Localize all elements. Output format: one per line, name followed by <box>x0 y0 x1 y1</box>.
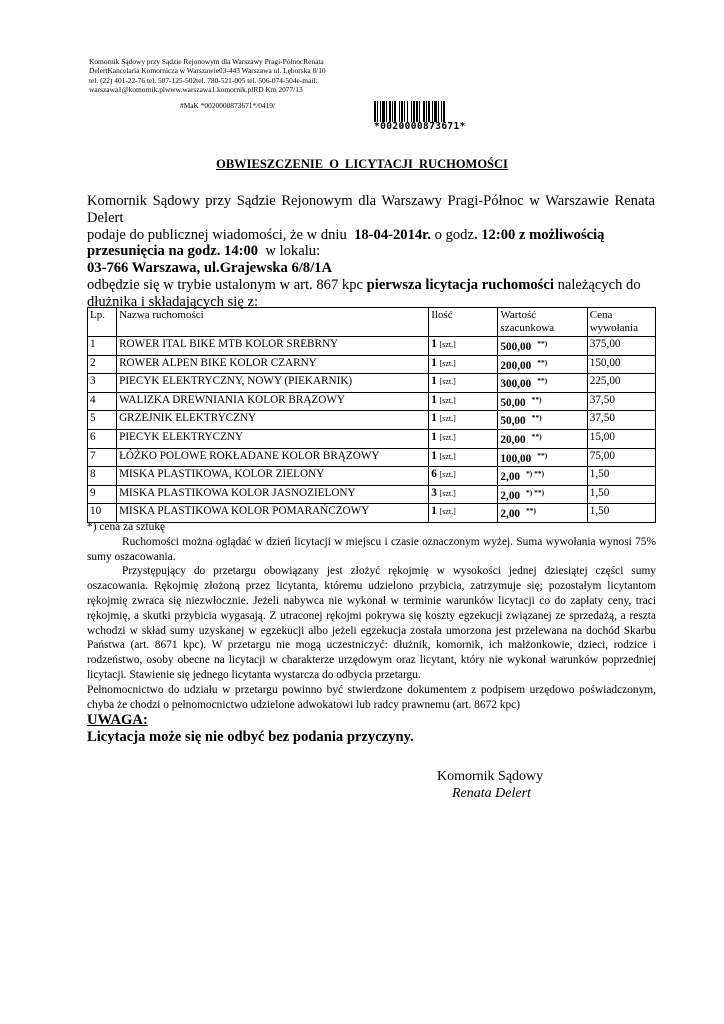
col-name: Nazwa ruchomości <box>117 308 429 337</box>
notice-body <box>87 520 656 746</box>
table-row: 2 ROWER ALPEN BIKE KOLOR CZARNY 1 [szt.] 200,00 **) 150,00 <box>88 355 656 374</box>
barcode-bar <box>445 101 446 122</box>
intro-line-2: podaje do publicznej wiadomości, że w dniu 18-04-2014r. o godz. 12:00 z możliwością <box>87 226 605 243</box>
barcode-bars <box>374 101 499 122</box>
signature-block <box>437 768 543 802</box>
barcode <box>374 101 499 132</box>
table-row: 10 MISKA PLASTIKOWA KOLOR POMARAŃCZOWY 1 [szt.] 2,00 **) 1,50 <box>88 504 656 523</box>
col-qty: Ilość <box>429 308 498 337</box>
case-reference: #MaK *0020000873671*/0419/ <box>180 101 276 110</box>
auction-date: 18-04-2014r. <box>354 226 431 243</box>
table-row: 7 ŁÓŻKO POLOWE ROKŁADANE KOLOR BRĄZOWY 1 [szt.] 100,00 **) 75,00 <box>88 448 656 467</box>
auction-type: pierwsza licytacja ruchomości <box>366 276 554 293</box>
table-row: 1 ROWER ITAL BIKE MTB KOLOR SREBRNY 1 [szt.] 500,00 **) 375,00 <box>88 337 656 356</box>
col-value: Wartość szacunkowa <box>498 308 587 337</box>
barcode-text: *0020000873671* <box>374 121 466 132</box>
table-row: 4 WALIZKA DREWNIANIA KOLOR BRĄZOWY 1 [szt.] 50,00 **) 37,50 <box>88 392 656 411</box>
warning-text: Licytacja może się nie odbyć bez podania przyczyny. <box>87 729 414 746</box>
document-title: OBWIESZCZENIE O LICYTACJI RUCHOMOŚCI <box>216 157 508 171</box>
signature-name: Renata Delert <box>452 786 531 801</box>
postpone-time: przesunięcia na godz. 14:00 <box>87 243 259 260</box>
intro-line-5: odbędzie się w trybie ustalonym w art. 867 kpc pierwsza licytacja ruchomości należących do <box>87 276 641 293</box>
intro-line-6: dłużnika i składających się z: <box>87 293 259 310</box>
paragraph-deposit: Przystępujący do przetargu obowiązany jest złożyć rękojmię w wysokości jednej dziesiątej części sumy oszacowania. Rękojmię złożoną przez licytanta, któremu udzielono przybicia, zatrzymuje się; pozostałym licytantom rękojmię zwraca się niezwłocznie. Jeżeli nabywca nie wykonał w terminie warunków licytacji co do zapłaty ceny, traci rękojmię, a skutki przybicia wygasają. Z utraconej rękojmi pokrywa się koszty egzekucji związanej ze sprzedażą, a reszta wchodzi w skład sumy uzyskanej w egzekucji albo jeżeli egzekucja została umorzona jest przelewana na dochód Skarbu Państwa (art. 8671 kpc). W przetargu nie mogą uczestniczyć: dłużnik, komornik, ich małżonkowie, dzieci, rodzice i rodzeństwo, osoby obecne na licytacji w charakterze urzędowym oraz licytant, który nie wykonał warunków poprzedniej licytacji. Stawienie się jednego licytanta wystarcza do odbycia przetargu. <box>87 565 656 681</box>
footnote: *) cena za sztukę <box>87 521 166 533</box>
table-row: 8 MISKA PLASTIKOWA, KOLOR ZIELONY 6 [szt.] 2,00 *) **) 1,50 <box>88 467 656 486</box>
intro-line-3: przesunięcia na godz. 14:00 w lokalu: <box>87 243 321 260</box>
intro-line-1: Komornik Sądowy przy Sądzie Rejonowym dla Warszawy Pragi-Północ w Warszawie Renata Delert <box>87 193 655 226</box>
table-row: 9 MISKA PLASTIKOWA KOLOR JASNOZIELONY 3 [szt.] 2,00 *) **) 1,50 <box>88 485 656 504</box>
warning-title: UWAGA: <box>87 712 148 729</box>
col-price: Cena wywołania <box>587 308 655 337</box>
bailiff-header: Komornik Sądowy przy Sądzie Rejonowym dla Warszawy Pragi-PółnocRenata DelertKancelaria Komornicza w Warszawie03-443 Warszawa ul. Lęborska 8/10 tel. (22) 401-22-76 tel. 507-125-502tel. 780-521-005 tel. 506-074-504e-mail: warszawa1@komornik.plwww.warszawa1.komornik.plRD Km 2077/13 <box>89 57 326 95</box>
table-header-row <box>88 308 656 337</box>
table-row: 3 PIECYK ELEKTRYCZNY, NOWY (PIEKARNIK) 1 [szt.] 300,00 **) 225,00 <box>88 374 656 393</box>
table-row: 5 GRZEJNIK ELEKTRYCZNY 1 [szt.] 50,00 **) 37,50 <box>88 411 656 430</box>
table-row: 6 PIECYK ELEKTRYCZNY 1 [szt.] 20,00 **) 15,00 <box>88 429 656 448</box>
paragraph-viewing: Ruchomości można oglądać w dzień licytacji w miejscu i czasie oznaczonym wyżej. Suma wywołania wynosi 75% sumy oszacowania. <box>87 535 656 563</box>
auction-address: 03-766 Warszawa, ul.Grajewska 6/8/1A <box>87 260 332 277</box>
col-lp: Lp. <box>88 308 117 337</box>
signature-role: Komornik Sądowy <box>437 769 544 784</box>
paragraph-proxy: Pełnomocnictwo do udziału w przetargu powinno być stwierdzone dokumentem z podpisem urzędowo poświadczonym, chyba że chodzi o pełnomocnictwo udzielone adwokatowi lub radcy prawnemu (art. 8672 kpc) <box>87 683 656 711</box>
auction-time: . 12:00 z możliwością <box>473 226 605 243</box>
items-table <box>87 307 656 523</box>
intro-paragraph <box>87 193 655 311</box>
